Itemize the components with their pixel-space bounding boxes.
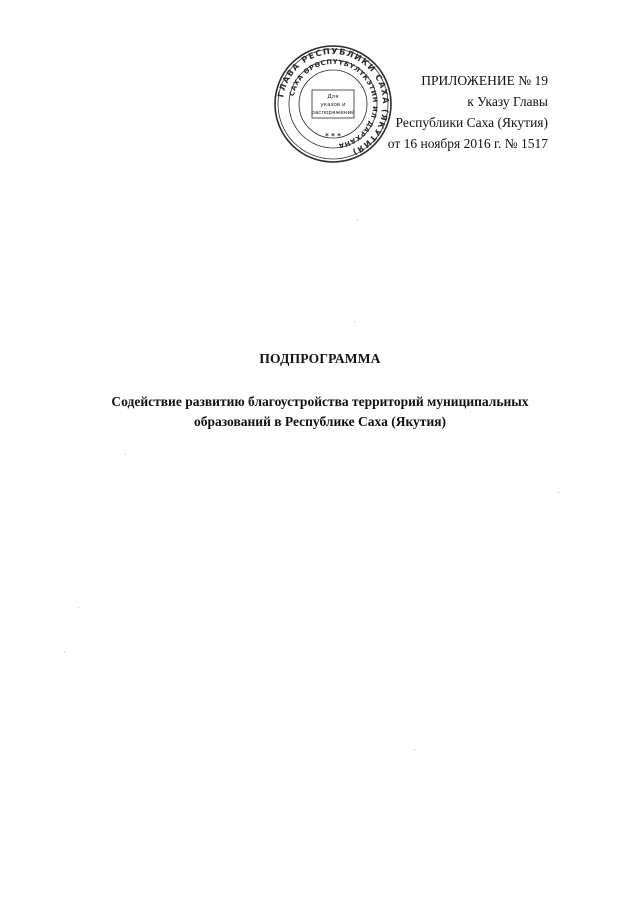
appendix-number: ПРИЛОЖЕНИЕ № 19 [421, 73, 548, 88]
document-subtitle [80, 392, 560, 432]
seal-center-line-2: указов и [320, 102, 346, 108]
scan-speck [78, 607, 79, 608]
scan-speck [354, 321, 355, 322]
appendix-date: от 16 ноября 2016 г. № 1517 [387, 136, 548, 151]
appendix-decree-ref: к Указу Главы [467, 94, 548, 109]
seal-center-line-1: Для [327, 94, 339, 100]
scan-speck [357, 219, 358, 220]
appendix-republic: Республики Саха (Якутия) [395, 115, 548, 130]
seal-outer-text: ГЛАВА РЕСПУБЛИКИ САХА (ЯКУТИЯ) [275, 45, 392, 158]
scan-speck [125, 454, 126, 455]
document-title: ПОДПРОГРАММА [259, 351, 381, 366]
document-subtitle-line-1: Содействие развитию благоустройства территорий муниципальных [111, 394, 529, 409]
scan-speck [558, 492, 559, 493]
document-subtitle-line-2: образований в Республике Саха (Якутия) [193, 414, 447, 429]
seal-inner-text: САХА ӨРӨСПҮҮБҮЛҮКЭТИН ИЛ ДАРХАНА [287, 57, 380, 150]
seal-stars: * * * [325, 132, 341, 140]
official-seal-stamp [273, 44, 393, 164]
scan-speck [64, 651, 65, 652]
seal-center-line-3: распоряжений [311, 110, 355, 116]
scan-speck [414, 749, 415, 750]
